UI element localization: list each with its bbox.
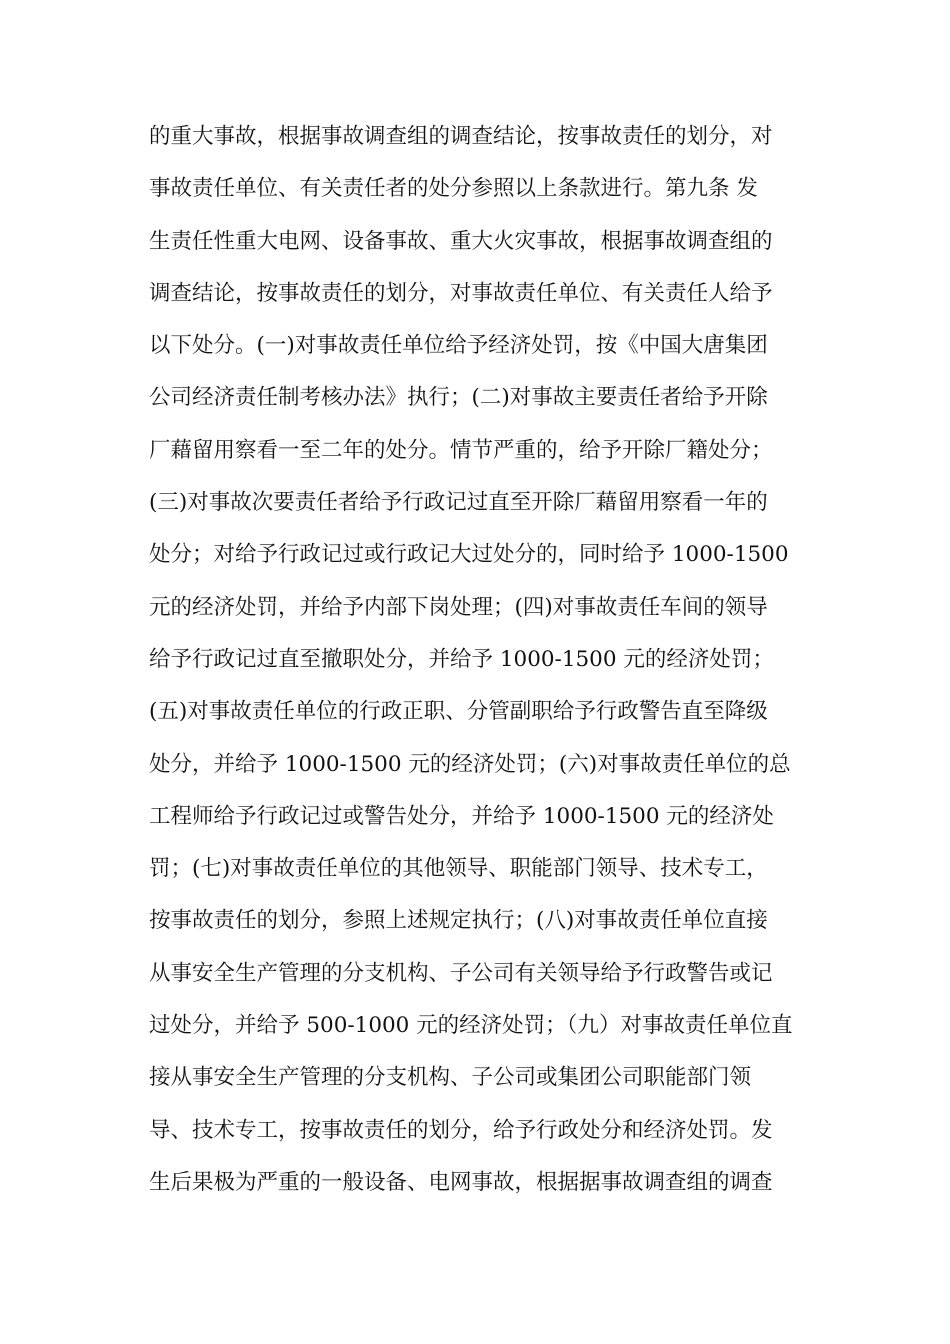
text-line: (三)对事故次要责任者给予行政记过直至开除厂藉留用察看一年的	[149, 490, 768, 516]
text-line: 从事安全生产管理的分支机构、子公司有关领导给予行政警告或记	[149, 960, 773, 986]
text-line: 给予行政记过直至撤职处分，并给予 1000-1500 元的经济处罚；	[149, 646, 774, 672]
text-line: 工程师给予行政记过或警告处分，并给予 1000-1500 元的经济处	[149, 803, 774, 829]
text-line: 厂藉留用察看一至二年的处分。情节严重的，给予开除厂籍处分；	[149, 437, 773, 463]
text-line: 调查结论，按事故责任的划分，对事故责任单位、有关责任人给予	[149, 280, 773, 306]
text-line: 的重大事故，根据事故调查组的调查结论，按事故责任的划分，对	[149, 124, 773, 149]
body-text	[149, 118, 809, 1216]
text-line: 过处分，并给予 500-1000 元的经济处罚；（九）对事故责任单位直	[149, 1013, 793, 1039]
text-line: 生后果极为严重的一般设备、电网事故，根据据事故调查组的调查	[149, 1169, 773, 1195]
text-line: 处分；对给予行政记过或行政记大过处分的，同时给予 1000-1500	[149, 542, 789, 568]
text-line: 公司经济责任制考核办法》执行；(二)对事故主要责任者给予开除	[149, 385, 768, 411]
text-line: 按事故责任的划分，参照上述规定执行；(八)对事故责任单位直接	[149, 908, 768, 934]
text-line: 以下处分。(一)对事故责任单位给予经济处罚，按《中国大唐集团	[149, 333, 768, 359]
text-line: (五)对事故责任单位的行政正职、分管副职给予行政警告直至降级	[149, 699, 768, 725]
text-line: 生责任性重大电网、设备事故、重大火灾事故，根据事故调查组的	[149, 228, 773, 254]
text-line: 元的经济处罚，并给予内部下岗处理；(四)对事故责任车间的领导	[149, 594, 768, 620]
text-line: 罚；(七)对事故责任单位的其他领导、职能部门领导、技术专工，	[149, 856, 768, 882]
text-line: 处分，并给予 1000-1500 元的经济处罚；(六)对事故责任单位的总	[149, 751, 791, 777]
text-line: 接从事安全生产管理的分支机构、子公司或集团公司职能部门领	[149, 1065, 752, 1091]
text-line: 导、技术专工，按事故责任的划分，给予行政处分和经济处罚。发	[149, 1117, 773, 1143]
text-line: 事故责任单位、有关责任者的处分参照以上条款进行。第九条 发	[149, 176, 758, 202]
